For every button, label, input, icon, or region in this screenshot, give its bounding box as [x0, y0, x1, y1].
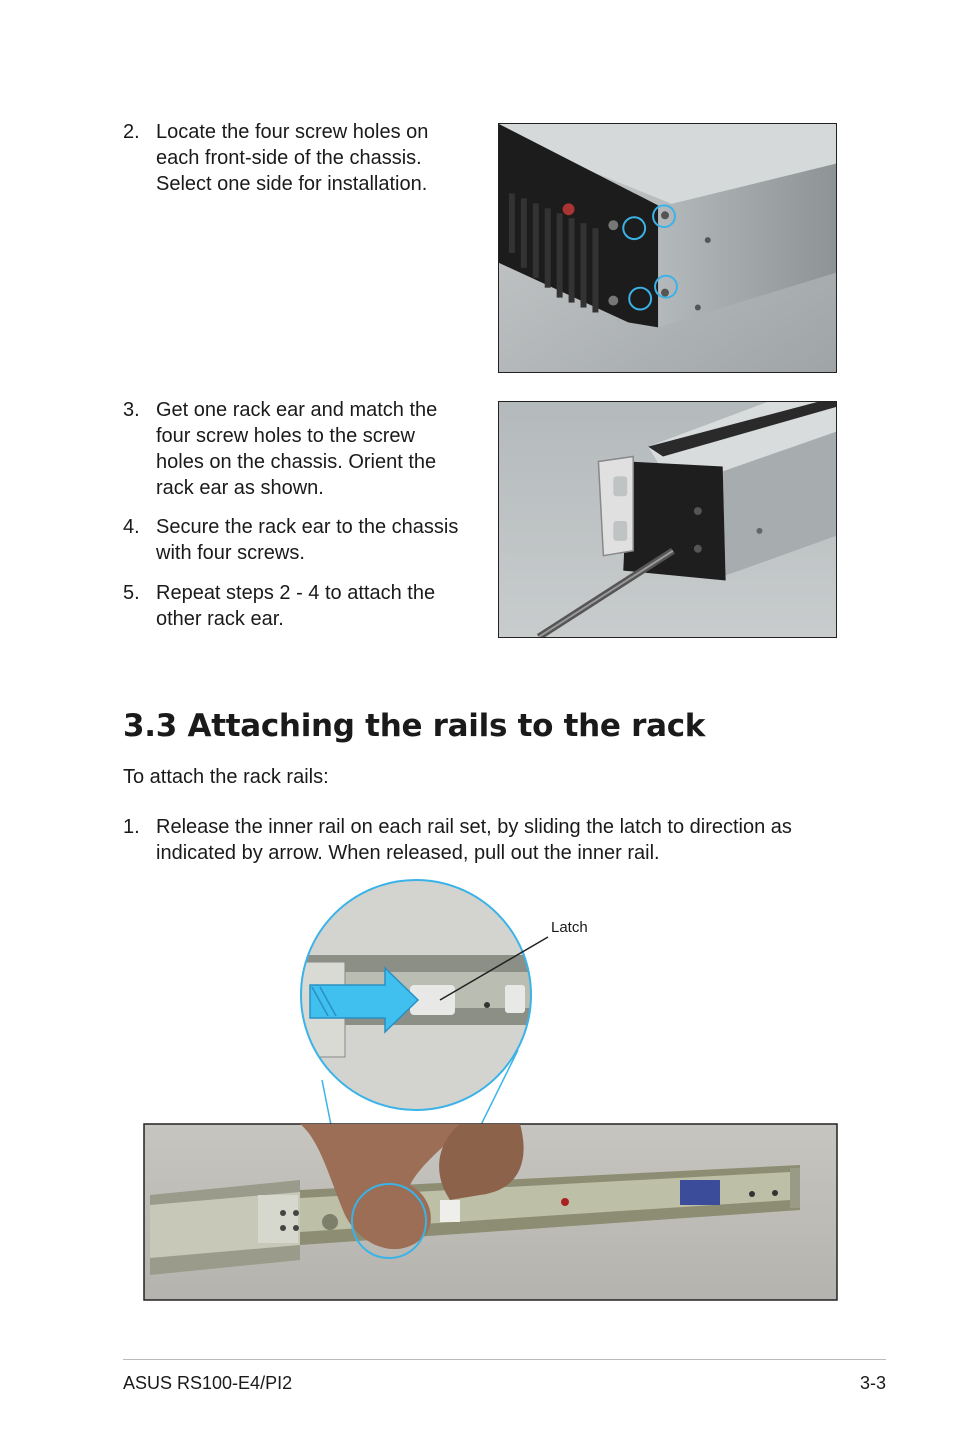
rail-step-1 — [123, 814, 863, 868]
step-line: Get one rack ear and match the — [156, 399, 438, 421]
step-text — [156, 397, 437, 501]
step-line: with four screws. — [156, 542, 305, 564]
step-line: Secure the rack ear to the chassis — [156, 516, 459, 538]
footer-divider — [123, 1359, 886, 1360]
footer-product: ASUS RS100-E4/PI2 — [123, 1373, 293, 1393]
footer-page-number: 3-3 — [859, 1373, 886, 1393]
step-text — [156, 814, 792, 866]
step-line: four screw holes to the screw — [156, 425, 415, 447]
step-number: 5. — [123, 582, 140, 604]
step-line: each front-side of the chassis. — [156, 147, 422, 169]
step-number: 4. — [123, 516, 140, 538]
step-line: holes on the chassis. Orient the — [156, 451, 437, 473]
rack-ear-install-photo — [498, 401, 837, 638]
step-text — [156, 514, 458, 566]
step-number: 1. — [123, 816, 140, 838]
latch-label: Latch — [551, 919, 588, 936]
step-number: 2. — [123, 121, 140, 143]
intro-text: To attach the rack rails: — [123, 766, 329, 788]
step-2 — [123, 119, 483, 199]
step-text — [156, 119, 428, 197]
step-line: Release the inner rail on each rail set, by sliding the latch to direction as — [156, 816, 792, 838]
rail-photo — [144, 1124, 837, 1300]
section-heading: 3.3 Attaching the rails to the rack — [123, 708, 706, 744]
step-5 — [123, 580, 483, 634]
step-line: Select one side for installation. — [156, 173, 428, 195]
step-line: Locate the four screw holes on — [156, 121, 429, 143]
step-4 — [123, 514, 483, 568]
step-number: 3. — [123, 399, 140, 421]
chassis-screw-holes-photo — [498, 123, 837, 373]
step-3 — [123, 397, 483, 503]
latch-zoom-callout — [290, 870, 550, 1130]
step-line: other rack ear. — [156, 608, 284, 630]
step-text — [156, 580, 435, 632]
step-line: indicated by arrow. When released, pull out the inner rail. — [156, 842, 660, 864]
step-line: Repeat steps 2 - 4 to attach the — [156, 582, 436, 604]
step-line: rack ear as shown. — [156, 477, 324, 499]
